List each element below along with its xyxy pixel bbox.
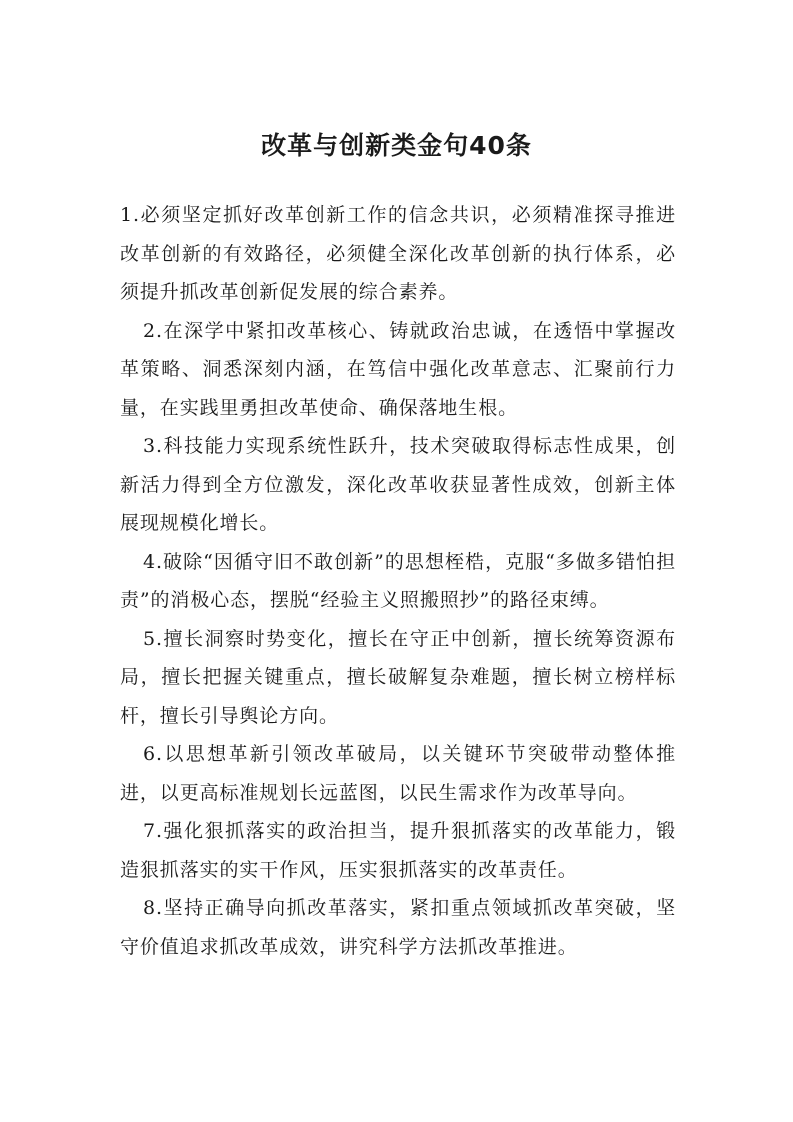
document-title: 改革与创新类金句40条: [261, 131, 532, 160]
paragraph-5: 5.擅长洞察时势变化，擅长在守正中创新，擅长统筹资源布局，擅长把握关键重点，擅长破解复杂难题，擅长树立榜样标杆，擅长引导舆论方向。: [120, 627, 676, 727]
paragraph-3: 3.科技能力实现系统性跃升，技术突破取得标志性成果，创新活力得到全方位激发，深化改革收获显著性成效，创新主体展现规模化增长。: [120, 435, 676, 534]
paragraph-6: 6.以思想革新引领改革破局，以关键环节突破带动整体推进，以更高标准规划长远蓝图，以民生需求作为改革导向。: [120, 743, 676, 804]
paragraph-1: 1.必须坚定抓好改革创新工作的信念共识，必须精准探寻推进改革创新的有效路径，必须健全深化改革创新的执行体系，必须提升抓改革创新促发展的综合素养。: [120, 204, 676, 303]
document-body: [120, 196, 676, 966]
paragraph-8: 8.坚持正确导向抓改革落实，紧扣重点领域抓改革突破，坚守价值追求抓改革成效，讲究科学方法抓改革推进。: [120, 897, 676, 958]
paragraph-7: 7.强化狠抓落实的政治担当，提升狠抓落实的改革能力，锻造狠抓落实的实干作风，压实狠抓落实的改革责任。: [120, 820, 676, 881]
paragraph-4: 4.破除“因循守旧不敢创新”的思想桎梏，克服“多做多错怕担责”的消极心态，摆脱“经验主义照搬照抄”的路径束缚。: [120, 550, 676, 611]
paragraph-2: 2.在深学中紧扣改革核心、铸就政治忠诚，在透悟中掌握改革策略、洞悉深刻内涵，在笃信中强化改革意志、汇聚前行力量，在实践里勇担改革使命、确保落地生根。: [120, 319, 676, 419]
